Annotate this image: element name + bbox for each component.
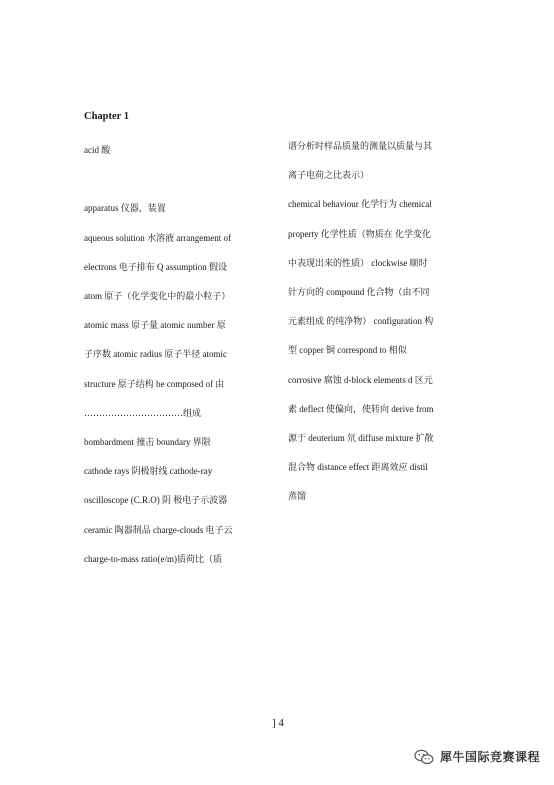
blank-line (84, 165, 270, 194)
text-line: 子序数 atomic radius 原子半径 atomic (84, 349, 227, 360)
text-line: ……………………………组成 (84, 407, 202, 418)
text-line: atomic mass 原子量 atomic number 原 (84, 320, 226, 331)
text-line: corrosive 腐蚀 d-block elements d 区元 (288, 374, 433, 385)
left-column (84, 136, 270, 574)
text-line: bombardment 撞击 boundary 界限 (84, 437, 211, 448)
text-line: ceramic 陶器制品 charge-clouds 电子云 (84, 524, 233, 535)
page-number: ] 4 (272, 717, 284, 729)
text-line: 谱分析时样品质量的测量以质量与其 (288, 141, 433, 151)
text-line: 元素组成 的纯净物） configuration 构 (288, 316, 434, 327)
text-line: cathode rays 阴极射线 cathode-ray (84, 466, 213, 477)
text-line: apparatus 仪器，装置 (84, 203, 166, 214)
text-line: structure 原子结构 be composed of 由 (84, 378, 225, 389)
text-line: 混合物 distance effect 距离效应 distil (288, 462, 428, 473)
text-line: 离子电荷之比表示） (288, 170, 370, 181)
text-line: property 化学性质（物质在 化学变化 (288, 228, 431, 239)
text-line: chemical behaviour 化学行为 chemical (288, 199, 432, 210)
wechat-icon (414, 749, 434, 765)
text-line: 型 copper 铜 correspond to 相似 (288, 345, 407, 356)
text-line: oscilloscope (C.R.O) 阴 极电子示波器 (84, 495, 228, 506)
text-line: 素 deflect 使偏向，使转向 derive from (288, 403, 434, 414)
watermark-text: 犀牛国际竞赛课程 (439, 750, 540, 764)
right-column (288, 132, 474, 512)
text-line: 中表现出来的性质） clockwise 顺时 (288, 257, 428, 268)
text-line: atom 原子（化学变化中的最小粒子） (84, 291, 231, 301)
chapter-title: Chapter 1 (84, 111, 130, 122)
text-line: 蒸馏 (288, 491, 307, 502)
watermark (414, 748, 540, 765)
text-line: aqueous solution 水溶液 arrangement of (84, 232, 231, 243)
text-line: charge-to-mass ratio(e/m)质荷比（质 (84, 553, 223, 564)
text-line: 针方向的 compound 化合物（由不同 (288, 287, 430, 298)
text-line: acid 酸 (84, 145, 111, 155)
text-line: electrons 电子排布 Q assumption 假设 (84, 261, 227, 272)
text-line: 源于 deuterium 氘 diffuse mixture 扩散 (288, 433, 434, 444)
